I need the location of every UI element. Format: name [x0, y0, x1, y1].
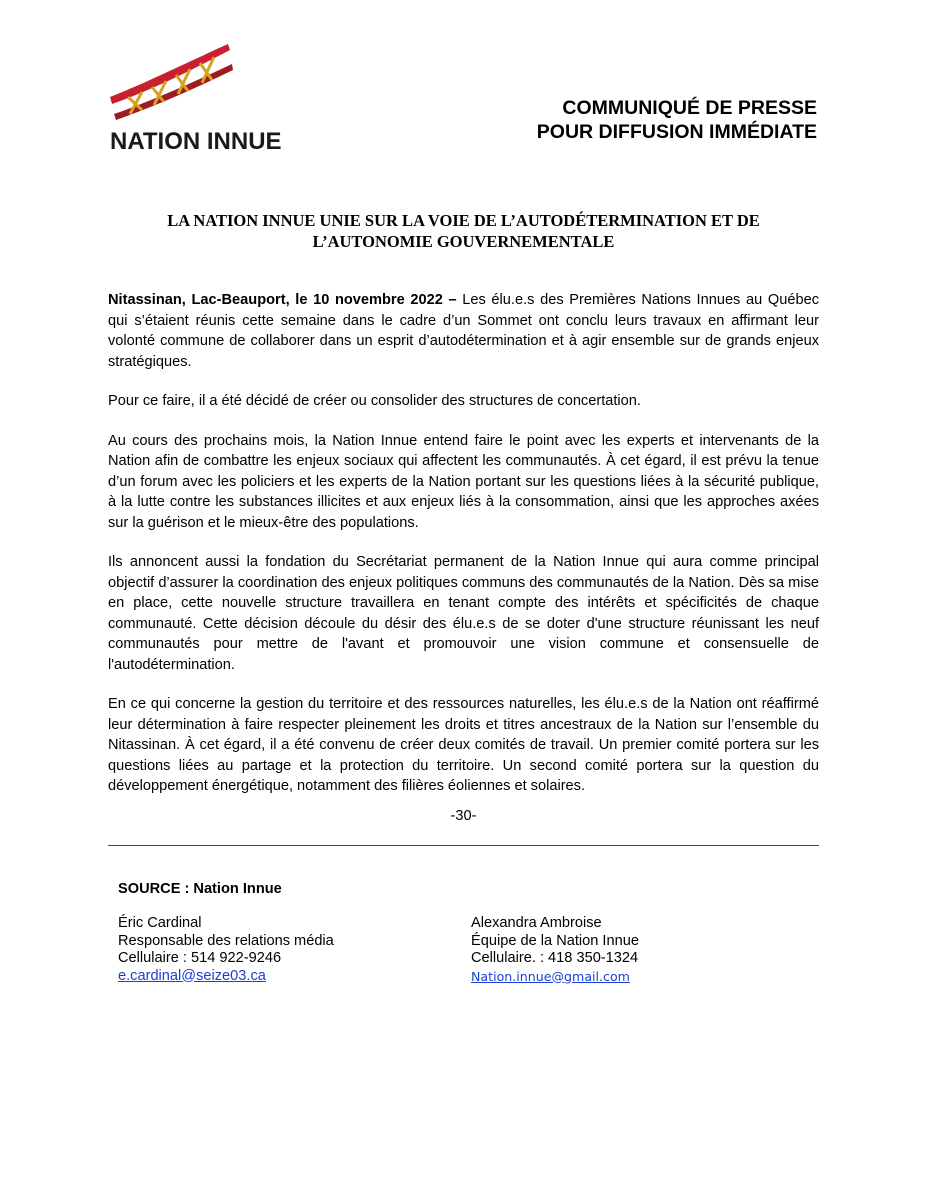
- canoe-bridge-logo-icon: [108, 42, 238, 132]
- press-release-header: [537, 96, 817, 144]
- paragraph-2: Pour ce faire, il a été décidé de créer ou consolider des structures de concertation.: [108, 393, 641, 409]
- contact-role: Responsable des relations média: [118, 932, 334, 949]
- dateline: Nitassinan, Lac-Beauport, le 10 novembre 2022 –: [108, 292, 457, 308]
- headline-line-1: LA NATION INNUE UNIE SUR LA VOIE DE L’AUTODÉTERMINATION ET DE: [167, 211, 760, 230]
- press-header-line-2: POUR DIFFUSION IMMÉDIATE: [536, 121, 817, 143]
- contact-name: Éric Cardinal: [118, 915, 202, 931]
- paragraph-1: [108, 290, 819, 372]
- contact-eric-cardinal: [118, 915, 334, 985]
- logo-text: NATION INNUE: [110, 128, 282, 155]
- contact-phone: Cellulaire. : 418 350-1324: [471, 950, 639, 966]
- contact-name: Alexandra Ambroise: [471, 915, 602, 931]
- contact-alexandra-ambroise: [471, 915, 639, 986]
- contact-phone: Cellulaire : 514 922-9246: [118, 950, 282, 966]
- contact-email-link[interactable]: e.cardinal@seize03.ca: [118, 967, 266, 984]
- divider: [108, 845, 819, 846]
- contact-role: Équipe de la Nation Innue: [471, 932, 639, 949]
- paragraph-3: Au cours des prochains mois, la Nation Innue entend faire le point avec les experts et intervenants de la Nation afin de combattre les enjeux sociaux qui affectent les communautés. À cet égard, il est prévu la tenue d’un forum avec les policiers et les experts de la Nation portant sur les questions liées à la sécurité publique, à la lutte contre les substances illicites et aux enjeux liés à la consommation, ainsi que les approches axées sur la guérison et le mieux-être des populations.: [108, 432, 819, 531]
- end-mark: -30-: [450, 808, 477, 824]
- headline-line-2: L’AUTONOMIE GOUVERNEMENTALE: [312, 232, 615, 251]
- nation-innue-logo: [108, 42, 288, 154]
- press-release-body: [108, 290, 819, 816]
- paragraph-4: Ils annoncent aussi la fondation du Secrétariat permanent de la Nation Innue qui aura comme principal objectif d’assurer la coordination des enjeux politiques communs des communautés de la Nation. Dès sa mise en place, cette nouvelle structure travaillera en tenant compte des intérêts et spécificités de chaque communauté. Cette décision découle du désir des élu.e.s de se doter d'une structure réunissant les neuf communautés pour mettre de l'avant et promouvoir une vision commune et consensuelle de l'autodétermination.: [108, 554, 819, 673]
- paragraph-5: En ce qui concerne la gestion du territoire et des ressources naturelles, les élu.e.s de la Nation ont réaffirmé leur détermination à faire respecter pleinement les droits et titres ancestraux de la Nation sur l’ensemble du Nitassinan. À cet égard, il a été convenu de créer deux comités de travail. Un premier comité portera sur les questions liées au partage et la protection du territoire. Un second comité portera sur la question du développement énergétique, notamment des filières éoliennes et solaires.: [108, 696, 819, 794]
- headline: [108, 210, 819, 252]
- source-title: SOURCE : Nation Innue: [118, 881, 282, 897]
- paragraph-1-text: Les élu.e.s des Premières Nations Innues au Québec qui s’étaient réunis cette semaine dans le cadre d’un Sommet ont conclu leurs travaux en affirmant leur volonté commune de collaborer dans un esprit d’autodétermination et à agir ensemble sur de grands enjeux stratégiques.: [108, 292, 819, 370]
- contact-email-link[interactable]: Nation.innue@gmail.com: [471, 968, 630, 984]
- press-header-line-1: COMMUNIQUÉ DE PRESSE: [562, 97, 817, 119]
